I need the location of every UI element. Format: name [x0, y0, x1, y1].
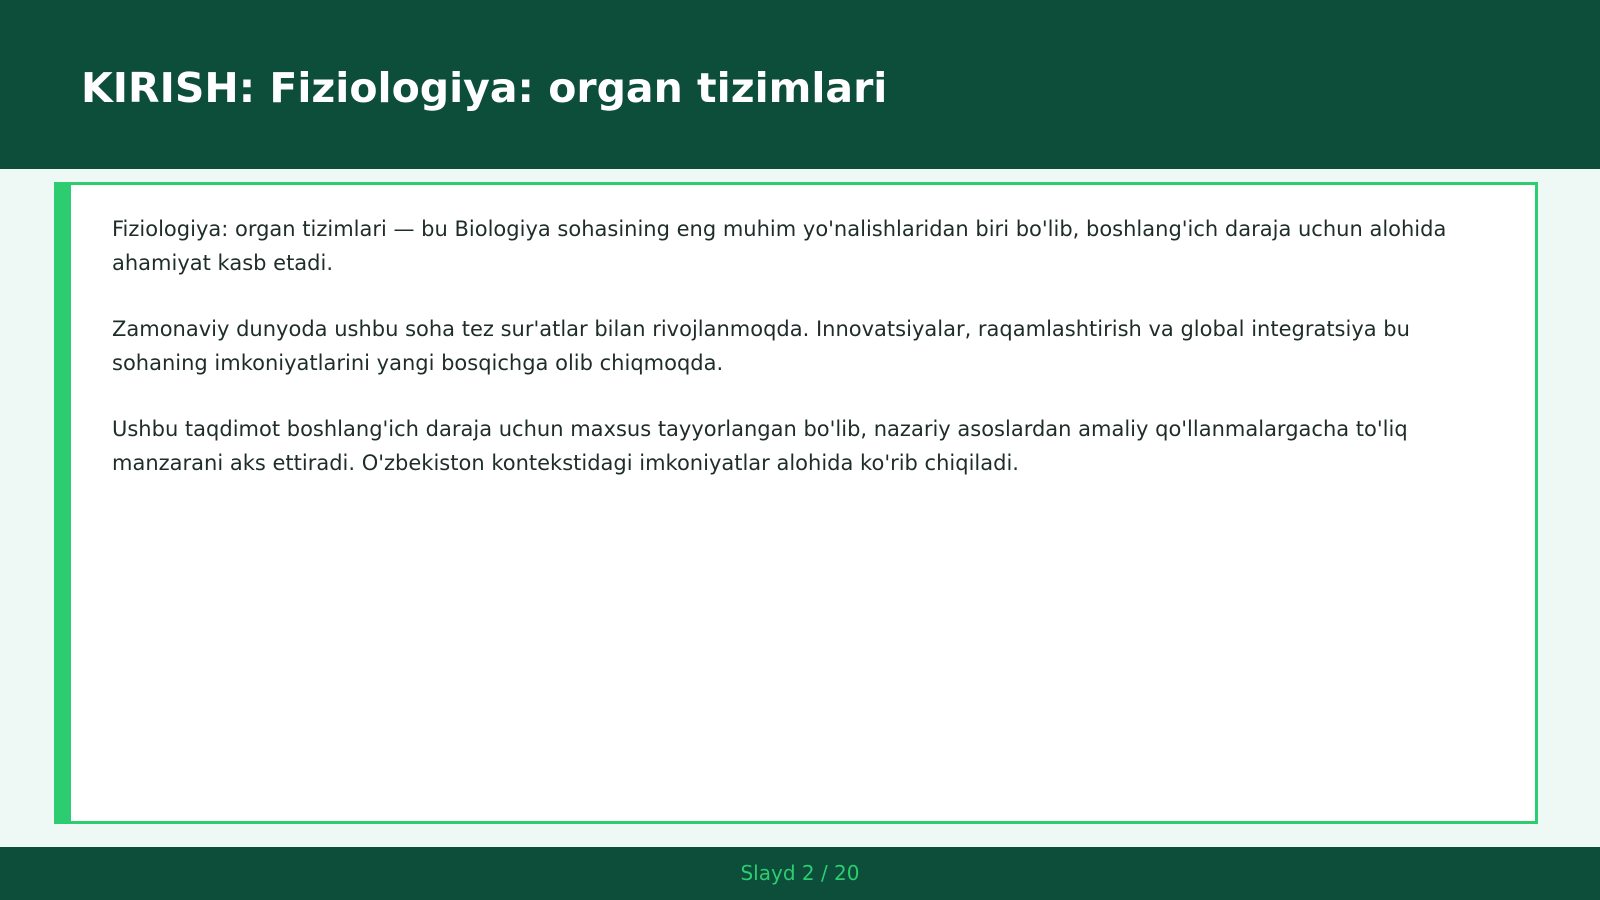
slide-header [0, 0, 1600, 169]
content-body [112, 212, 1512, 512]
slide-counter: Slayd 2 / 20 [740, 861, 860, 885]
slide-title: KIRISH: Fiziologiya: organ tizimlari [81, 64, 888, 112]
modern-paragraph: Zamonaviy dunyoda ushbu soha tez sur'atlar bilan rivojlanmoqda. Innovatsiyalar, raqamlashtirish va global integratsiya bu sohaning imkoniyatlarini yangi bosqichga olib chiqmoqda. [112, 317, 1410, 375]
presentation-paragraph: Ushbu taqdimot boshlang'ich daraja uchun maxsus tayyorlangan bo'lib, nazariy asoslardan amaliy qo'llanmalargacha to'liq manzarani aks ettiradi. O'zbekiston kontekstidagi imkoniyatlar alohida ko'rib chiqiladi. [112, 417, 1408, 475]
slide-footer [0, 847, 1600, 900]
intro-paragraph: Fiziologiya: organ tizimlari — bu Biologiya sohasining eng muhim yo'nalishlaridan biri bo'lib, boshlang'ich daraja uchun alohida ahamiyat kasb etadi. [112, 217, 1447, 275]
